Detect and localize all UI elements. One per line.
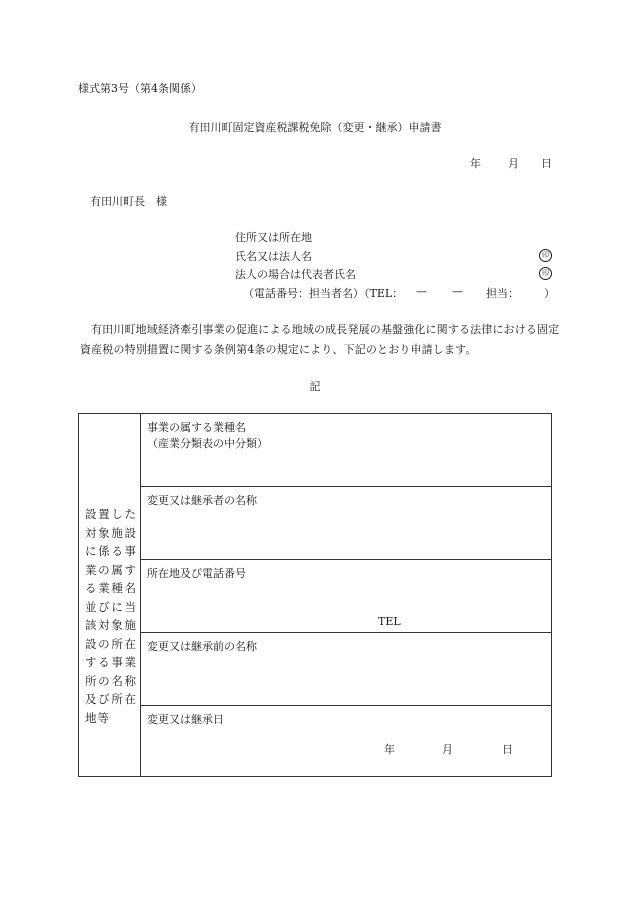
application-table — [78, 413, 552, 777]
applicant-name-label: 氏名又は法人名 — [235, 250, 312, 263]
close-paren: ） — [544, 287, 555, 300]
successor-name-label: 変更又は継承者の名称 — [147, 494, 257, 507]
previous-name-row[interactable] — [141, 633, 551, 706]
previous-name-label: 変更又は継承前の名称 — [147, 640, 257, 653]
industry-sub-label: （産業分類表の中分類） — [147, 437, 268, 450]
applicant-address-label: 住所又は所在地 — [235, 231, 312, 244]
industry-row[interactable] — [141, 414, 551, 487]
date-month-label: 月 — [508, 157, 519, 170]
change-year-label: 年 — [384, 743, 395, 756]
change-day-label: 日 — [502, 743, 513, 756]
left-header-cell — [79, 414, 141, 776]
change-date-label: 変更又は継承日 — [147, 713, 224, 726]
applicant-representative-label: 法人の場合は代表者氏名 — [235, 268, 356, 281]
tel-label: TEL — [378, 615, 401, 628]
document-title: 有田川町固定資産税課税免除（変更・継承）申請書 — [188, 121, 442, 134]
successor-name-row[interactable] — [141, 487, 551, 560]
phone-dash: — — [416, 285, 427, 298]
industry-label-group — [147, 420, 268, 452]
addressee: 有田川町長 様 — [90, 195, 167, 208]
contact-person-label: 担当： — [486, 287, 519, 300]
body-paragraph: 有田川町地域経済牽引事業の促進による地域の成長発展の基盤強化に関する法律における固定資産税の特別措置に関する条例第4条の規定により、下記のとおり申請します。 — [80, 323, 560, 356]
change-month-label: 月 — [442, 743, 453, 756]
ki-heading: 記 — [309, 380, 321, 393]
phone-label: （電話番号：担当者名）（TEL： — [243, 287, 404, 300]
location-phone-row[interactable] — [141, 560, 551, 633]
left-header-label: 設置した対象施設に係る事業の属する業種名並びに当該対象施設の所在する事業所の名称及び所在地等 — [85, 507, 137, 725]
date-day-label: 日 — [541, 157, 552, 170]
form-number: 様式第3号（第4条関係） — [78, 82, 202, 95]
phone-dash: — — [452, 285, 463, 298]
location-phone-label: 所在地及び電話番号 — [147, 567, 246, 580]
seal-mark: 印 — [539, 267, 552, 280]
seal-mark: 印 — [539, 249, 552, 262]
industry-label: 事業の属する業種名 — [147, 421, 246, 434]
date-year-label: 年 — [470, 157, 481, 170]
change-date-row[interactable] — [141, 706, 551, 776]
